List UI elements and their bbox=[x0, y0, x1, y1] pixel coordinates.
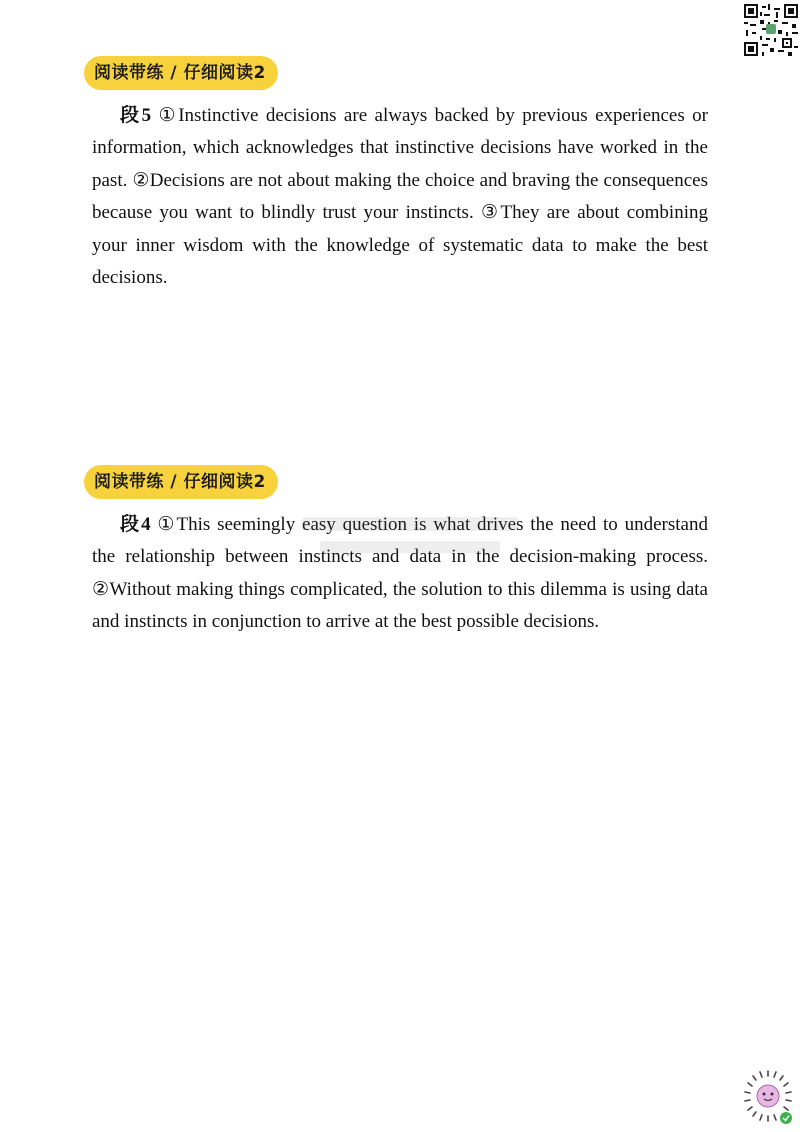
paragraph-text: ①Instinctive decisions are always backed by previous experiences or information, which acknowledges that instinctive decisions have worked in the past. ②Decisions are not about making the choice and braving the consequences because you want to blindly trust your instincts. ③They are about combining your inner wisdom with the knowledge of systematic data to make the best decisions. bbox=[92, 105, 708, 289]
qr-code-icon bbox=[744, 4, 798, 56]
paragraph-text: ①This seemingly easy question is what drives the need to understand the relationship between instincts and data in the decision-making process. ②Without making things complicated, the solution to this dilemma is using data and instincts in conjunction to arrive at the best possible decisions. bbox=[92, 514, 708, 633]
paragraph bbox=[92, 100, 708, 294]
reading-section-1 bbox=[92, 56, 708, 294]
section-tag: 阅读带练 / 仔细阅读2 bbox=[84, 56, 278, 90]
reading-section-2 bbox=[92, 465, 708, 639]
mini-program-code-icon bbox=[742, 1068, 794, 1126]
paragraph-label: 段5 bbox=[120, 105, 152, 126]
section-tag: 阅读带练 / 仔细阅读2 bbox=[84, 465, 278, 499]
paragraph-label: 段4 bbox=[120, 514, 151, 535]
paragraph bbox=[92, 509, 708, 639]
